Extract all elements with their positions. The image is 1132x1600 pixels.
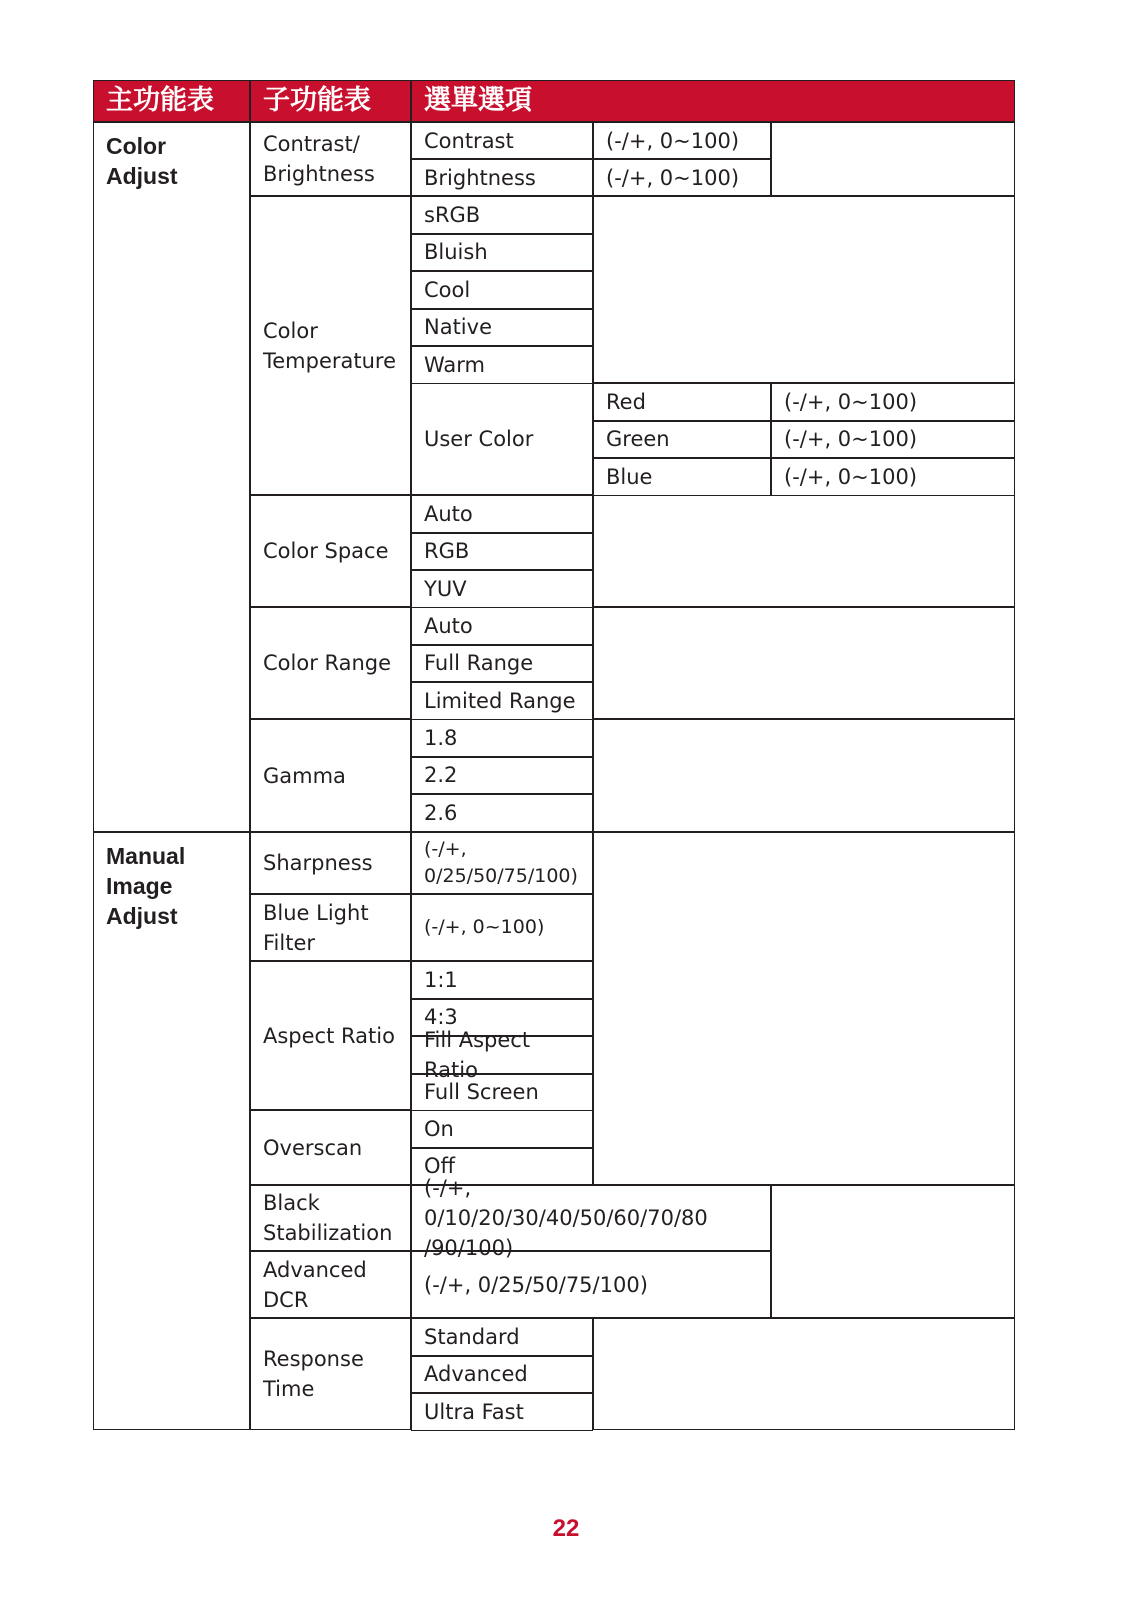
option-contrast-range: (-/+, 0~100) xyxy=(593,122,771,159)
option-color-temperature: sRGB xyxy=(411,196,593,234)
empty-cell xyxy=(593,1318,1015,1430)
option-color-range: Auto xyxy=(411,607,593,645)
option-color-range: Full Range xyxy=(411,645,593,683)
header-sub-menu: 子功能表 xyxy=(250,80,411,122)
option-gamma: 1.8 xyxy=(411,719,593,757)
empty-cell xyxy=(593,196,1015,383)
submenu-black-stabilization: Black Stabilization xyxy=(250,1185,411,1251)
option-user-color-channel: Blue xyxy=(593,458,771,496)
header-main-menu: 主功能表 xyxy=(93,80,250,122)
option-aspect-ratio: 4:3 xyxy=(411,999,593,1037)
option-aspect-ratio: Fill Aspect Ratio xyxy=(411,1036,593,1074)
submenu-color-space: Color Space xyxy=(250,495,411,607)
option-user-color: User Color xyxy=(411,383,593,495)
submenu-blue-light-filter: Blue Light Filter xyxy=(250,894,411,961)
submenu-response-time: Response Time xyxy=(250,1318,411,1430)
option-color-temperature: Warm xyxy=(411,346,593,384)
option-user-color-range: (-/+, 0~100) xyxy=(771,383,1015,421)
empty-cell xyxy=(771,122,1015,196)
empty-cell xyxy=(593,719,1015,832)
option-color-temperature: Bluish xyxy=(411,234,593,272)
option-color-temperature: Cool xyxy=(411,271,593,309)
option-aspect-ratio: 1:1 xyxy=(411,961,593,999)
submenu-contrast-brightness: Contrast/ Brightness xyxy=(250,122,411,196)
option-color-space: Auto xyxy=(411,495,593,533)
option-user-color-channel: Red xyxy=(593,383,771,421)
option-response-time: Standard xyxy=(411,1318,593,1356)
option-color-space: RGB xyxy=(411,533,593,571)
empty-cell xyxy=(771,1185,1015,1318)
option-brightness: Brightness xyxy=(411,159,593,196)
option-user-color-range: (-/+, 0~100) xyxy=(771,458,1015,496)
header-menu-option: 選單選項 xyxy=(411,80,1015,122)
option-contrast: Contrast xyxy=(411,122,593,159)
empty-cell xyxy=(593,832,1015,1185)
submenu-aspect-ratio: Aspect Ratio xyxy=(250,961,411,1110)
option-color-space: YUV xyxy=(411,570,593,608)
option-overscan: Off xyxy=(411,1148,593,1186)
submenu-advanced-dcr: Advanced DCR xyxy=(250,1251,411,1318)
option-color-temperature: Native xyxy=(411,309,593,347)
option-response-time: Ultra Fast xyxy=(411,1393,593,1431)
option-advanced-dcr: (-/+, 0/25/50/75/100) xyxy=(411,1251,771,1318)
submenu-color-range: Color Range xyxy=(250,607,411,719)
option-user-color-channel: Green xyxy=(593,421,771,459)
option-gamma: 2.6 xyxy=(411,794,593,832)
option-gamma: 2.2 xyxy=(411,757,593,795)
option-user-color-range: (-/+, 0~100) xyxy=(771,421,1015,459)
main-menu-manual-image-adjust: Manual Image Adjust xyxy=(93,832,250,1430)
empty-cell xyxy=(593,495,1015,607)
option-brightness-range: (-/+, 0~100) xyxy=(593,159,771,196)
option-color-range: Limited Range xyxy=(411,682,593,720)
submenu-gamma: Gamma xyxy=(250,719,411,832)
option-black-stabilization: (-/+, 0/10/20/30/40/50/60/70/80 /90/100) xyxy=(411,1185,771,1251)
option-overscan: On xyxy=(411,1110,593,1148)
main-menu-color-adjust: Color Adjust xyxy=(93,122,250,832)
option-aspect-ratio: Full Screen xyxy=(411,1074,593,1112)
page-number: 22 xyxy=(552,1515,580,1542)
option-response-time: Advanced xyxy=(411,1356,593,1394)
option-blue-light-filter: (-/+, 0~100) xyxy=(411,894,593,961)
option-sharpness: (-/+, 0/25/50/75/100) xyxy=(411,832,593,894)
submenu-overscan: Overscan xyxy=(250,1110,411,1185)
empty-cell xyxy=(593,607,1015,719)
submenu-color-temperature: Color Temperature xyxy=(250,196,411,495)
submenu-sharpness: Sharpness xyxy=(250,832,411,894)
